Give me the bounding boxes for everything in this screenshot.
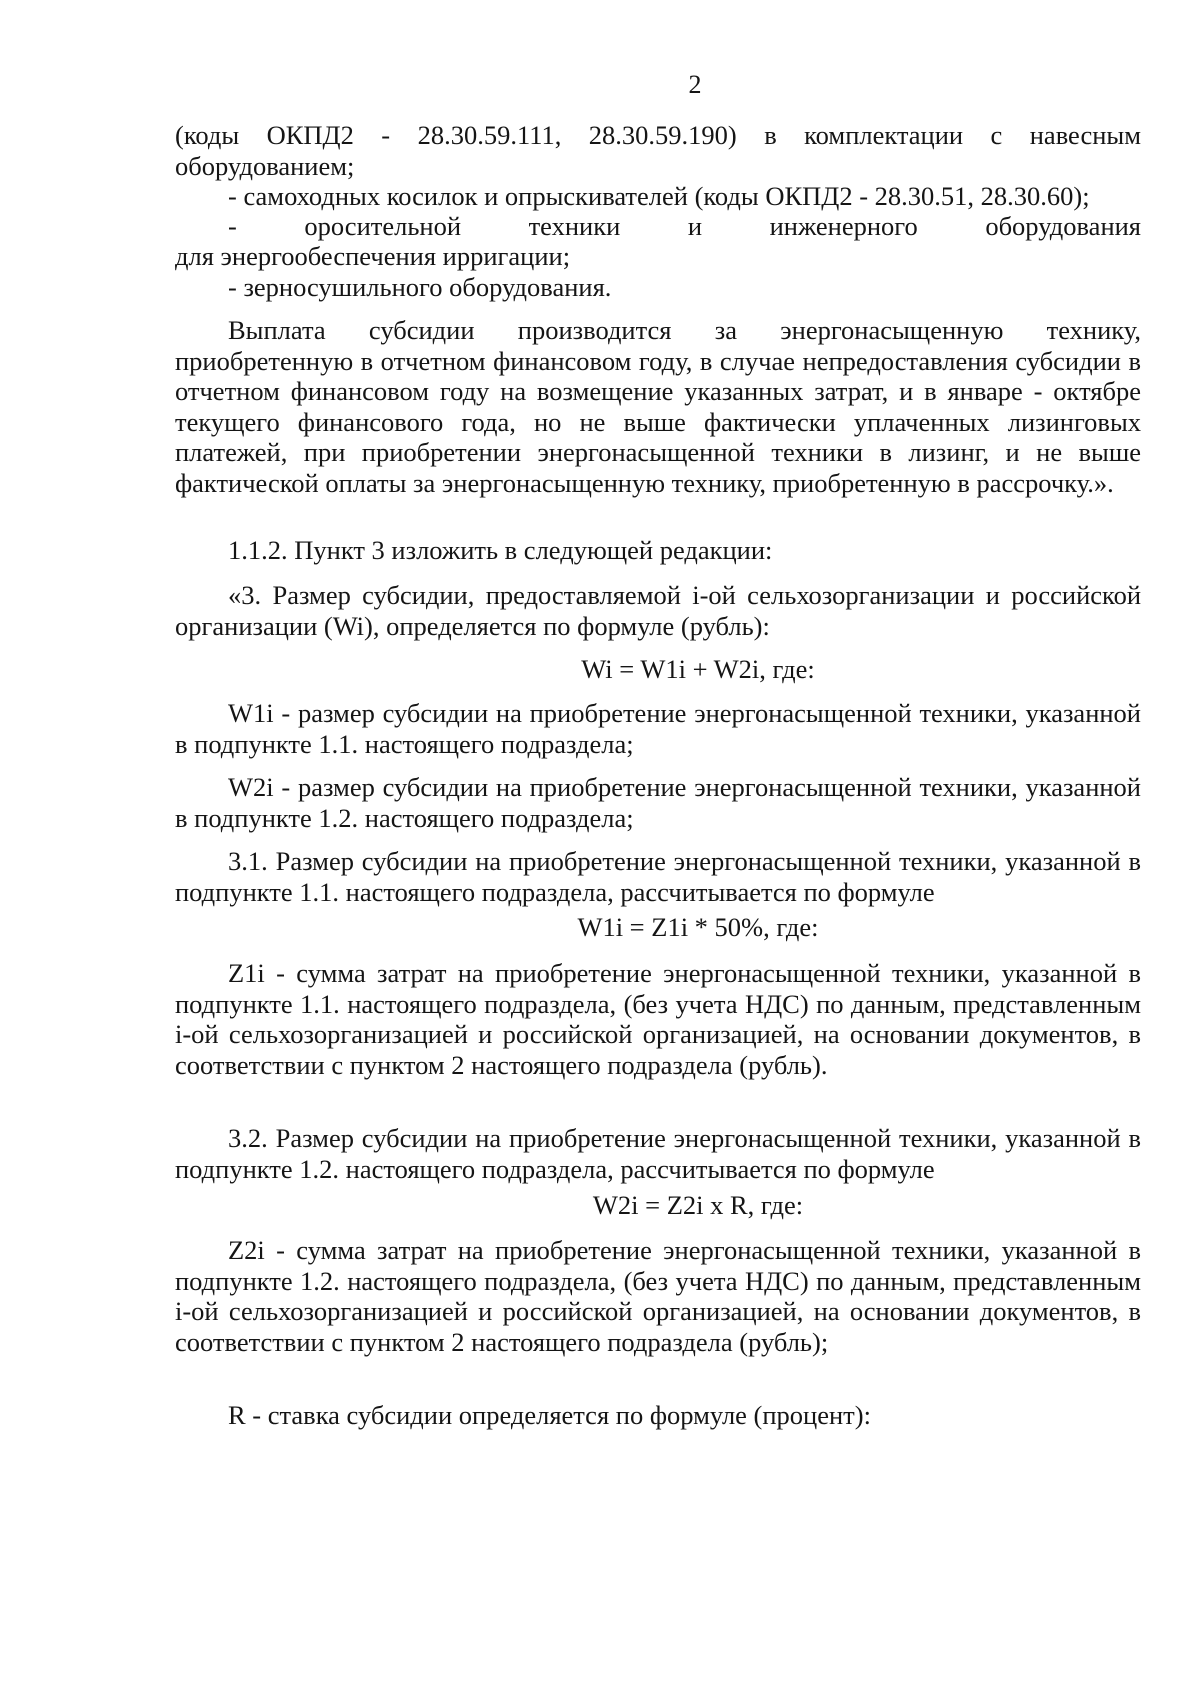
paragraph-clause-32: 3.2. Размер субсидии на приобретение энергонасыщенной техники, указанной в подпункте 1.2. настоящего подраздела, рассчитывается по формуле bbox=[175, 1123, 1141, 1184]
paragraph-clause-3: «3. Размер субсидии, предоставляемой i-ой сельхозорганизации и российской организации (Wi), определяется по формуле (рубль): bbox=[175, 580, 1141, 641]
formula-w1i: W1i = Z1i * 50%, где: bbox=[577, 912, 819, 942]
paragraph-w1i: W1i - размер субсидии на приобретение энергонасыщенной техники, указанной в подпункте 1.1. настоящего подраздела; bbox=[175, 698, 1141, 759]
paragraph-z1i: Z1i - сумма затрат на приобретение энергонасыщенной техники, указанной в подпункте 1.1. настоящего подраздела, (без учета НДС) по данным, представленным i-ой сельхозорганизацией и российской организацией, на основании документов, в соответствии с пунктом 2 настоящего подраздела (рубль). bbox=[175, 958, 1141, 1080]
formula-wi: Wi = W1i + W2i, где: bbox=[581, 654, 815, 684]
paragraph-clause-112: 1.1.2. Пункт 3 изложить в следующей редакции: bbox=[228, 535, 773, 565]
paragraph-w2i: W2i - размер субсидии на приобретение энергонасыщенной техники, указанной в подпункте 1.2. настоящего подраздела; bbox=[175, 772, 1141, 833]
formula-w2i: W2i = Z2i x R, где: bbox=[592, 1190, 804, 1220]
paragraph-irrigation: - оросительной техники и инженерного оборудования bbox=[228, 211, 1141, 241]
paragraph-irrigation-cont: для энергообеспечения ирригации; bbox=[175, 241, 571, 271]
paragraph-mowers: - самоходных косилок и опрыскивателей (коды ОКПД2 - 28.30.51, 28.30.60); bbox=[228, 181, 1090, 211]
paragraph-z2i: Z2i - сумма затрат на приобретение энергонасыщенной техники, указанной в подпункте 1.2. настоящего подраздела, (без учета НДС) по данным, представленным i-ой сельхозорганизацией и российской организацией, на основании документов, в соответствии с пунктом 2 настоящего подраздела (рубль); bbox=[175, 1235, 1141, 1357]
paragraph-grain-dryers: - зерносушильного оборудования. bbox=[228, 272, 612, 302]
page-number: 2 bbox=[688, 70, 702, 99]
paragraph-payment: Выплата субсидии производится за энергонасыщенную технику, приобретенную в отчетном финансовом году, в случае непредоставления субсидии в отчетном финансовом году на возмещение указанных затрат, и в январе - октябре текущего финансового года, но не выше фактически уплаченных лизинговых платежей, при приобретении энергонасыщенной техники в лизинг, и не выше фактической оплаты за энергонасыщенную технику, приобретенную в рассрочку.». bbox=[175, 315, 1141, 498]
paragraph-rate-r: R - ставка субсидии определяется по формуле (процент): bbox=[228, 1400, 871, 1430]
paragraph-clause-31: 3.1. Размер субсидии на приобретение энергонасыщенной техники, указанной в подпункте 1.1. настоящего подраздела, рассчитывается по формуле bbox=[175, 846, 1141, 907]
paragraph-okpd-codes: (коды ОКПД2 - 28.30.59.111, 28.30.59.190) в комплектации с навесным оборудованием; bbox=[175, 120, 1141, 181]
